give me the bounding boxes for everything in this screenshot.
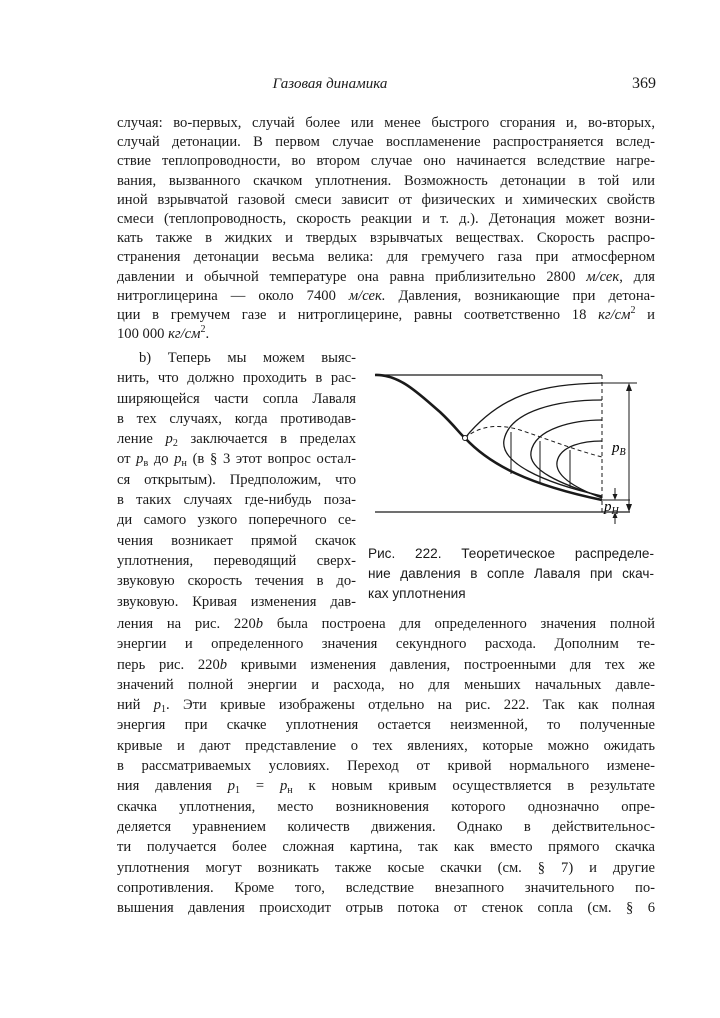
text-segment: заключается в пределах bbox=[177, 431, 356, 448]
shock-curve-2 bbox=[504, 400, 602, 496]
text-segment: ции в гремучем газе и нитроглицерине, равны соответственно 18 bbox=[117, 306, 599, 323]
text-line bbox=[117, 172, 655, 191]
text-line bbox=[117, 614, 655, 634]
text-segment: скачка уплотнения, место возникновения которого однозначно опре- bbox=[117, 798, 655, 815]
caption-line: Рис. 222. Теоретическое распределе- bbox=[368, 546, 654, 561]
text-segment: , для bbox=[619, 268, 656, 285]
running-header-title: Газовая динамика bbox=[272, 76, 388, 92]
text-line bbox=[117, 634, 655, 654]
caption-line: ние давления в сопле Лаваля при скач- bbox=[368, 566, 654, 581]
text-line bbox=[117, 655, 655, 675]
subscript: в bbox=[143, 458, 149, 470]
text-segment: от bbox=[117, 451, 137, 468]
text-line bbox=[117, 776, 655, 796]
text-line bbox=[117, 470, 356, 490]
text-segment: ний bbox=[117, 697, 154, 714]
text-line bbox=[117, 817, 655, 837]
text-segment: перь рис. 220 bbox=[117, 656, 220, 673]
italic-segment: p bbox=[153, 697, 162, 714]
text-segment: в тех случаях, когда противодав- bbox=[117, 410, 356, 427]
text-segment: к новым кривым осуществляется в результате bbox=[292, 778, 656, 795]
paragraph-b-continued bbox=[117, 614, 655, 918]
throat-point bbox=[463, 436, 468, 441]
text-line bbox=[117, 114, 655, 133]
text-line bbox=[117, 797, 655, 817]
subscript: н bbox=[287, 785, 293, 797]
subscript: н bbox=[181, 458, 187, 470]
text-line bbox=[117, 736, 655, 756]
text-segment: ширяющейся части сопла Лаваля bbox=[117, 390, 356, 407]
text-line bbox=[117, 152, 655, 171]
text-line bbox=[117, 592, 356, 612]
text-line bbox=[117, 287, 655, 306]
text-line bbox=[117, 325, 655, 344]
text-line bbox=[117, 133, 655, 152]
italic-segment: м/сек. bbox=[348, 287, 386, 304]
text-segment: . bbox=[205, 326, 210, 343]
text-segment: вания, вызванного скачком уплотнения. Возможность детонации в той или bbox=[117, 172, 655, 189]
text-segment: звуковую. Кривая изменения дав- bbox=[117, 593, 356, 610]
italic-segment: кг/см bbox=[168, 326, 201, 343]
superscript: 2 bbox=[630, 304, 636, 316]
figure-222-pressure-distribution bbox=[365, 360, 655, 540]
arrow-up-icon bbox=[626, 383, 632, 391]
text-segment: нитроглицерина — около 7400 bbox=[117, 287, 349, 304]
italic-segment: м/сек bbox=[586, 268, 620, 285]
paragraph-b-column bbox=[117, 348, 356, 612]
text-segment: деляется уравнением количеств движения. Однако в действительнос- bbox=[117, 818, 655, 835]
text-segment: до bbox=[148, 451, 175, 468]
text-line bbox=[117, 858, 655, 878]
text-segment: = bbox=[240, 778, 280, 795]
superscript: 2 bbox=[200, 324, 206, 336]
text-segment: ление bbox=[117, 431, 166, 448]
text-line bbox=[117, 490, 356, 510]
text-segment: сопротивления. Кроме того, вследствие внезапного значительного по- bbox=[117, 879, 655, 896]
subscript: 2 bbox=[172, 438, 178, 450]
text-line bbox=[117, 429, 356, 449]
text-line bbox=[117, 695, 655, 715]
text-line bbox=[117, 389, 356, 409]
text-segment: Давления, возникающие при детона- bbox=[385, 287, 655, 304]
text-line bbox=[117, 449, 356, 469]
text-segment: ления на рис. 220 bbox=[117, 616, 256, 632]
text-segment: ния давления bbox=[117, 778, 228, 795]
text-line bbox=[117, 878, 655, 898]
page-number: 369 bbox=[632, 75, 656, 92]
text-line bbox=[117, 229, 655, 248]
text-line bbox=[117, 551, 356, 571]
text-segment: кать также в жидких и твердых взрывчатых веществах. Скорость распро- bbox=[117, 230, 655, 247]
shock-curve-3 bbox=[531, 420, 602, 497]
text-segment: энергия при скачке уплотнения остается неизменной, то полученные bbox=[117, 717, 655, 734]
text-segment: кривыми изменения давления, построенными для тех же bbox=[227, 656, 655, 673]
text-segment: случай детонации. В первом случае воспламенение распространяется вслед- bbox=[117, 134, 655, 151]
text-line bbox=[117, 409, 356, 429]
text-segment: в таких случаях где-нибудь поза- bbox=[117, 492, 356, 509]
italic-segment: p bbox=[165, 431, 173, 448]
text-segment: иной взрывчатой газовой смеси зависит от физических и химических свойств bbox=[117, 191, 655, 208]
text-line bbox=[117, 210, 655, 229]
text-segment: энергии и определенного значения секундного расхода. Дополним те- bbox=[117, 636, 655, 653]
text-segment: ствие теплопроводности, во втором случае оно начинается вследствие нагре- bbox=[117, 153, 655, 170]
text-line bbox=[117, 675, 655, 695]
text-line bbox=[117, 837, 655, 857]
text-segment: была построена для определенного значения полной bbox=[263, 616, 655, 632]
text-line bbox=[117, 248, 655, 267]
label-pH: $p_H$ bbox=[604, 499, 619, 517]
italic-segment: b bbox=[255, 616, 264, 632]
text-segment: ся открытым). Предположим, что bbox=[117, 471, 356, 488]
label-pB: $p_B$ bbox=[612, 440, 626, 458]
text-segment: уплотнения могут возникать также косые скачки (см. § 7) и другие bbox=[117, 859, 655, 876]
italic-segment: p bbox=[280, 778, 288, 795]
text-segment: ти получается более сложная картина, так как вместо прямого скачка bbox=[117, 839, 655, 856]
text-line bbox=[117, 571, 356, 591]
text-segment: смеси (теплопроводность, скорость реакции и т. д.). Детонация может возни- bbox=[117, 210, 655, 227]
text-line bbox=[117, 898, 655, 918]
figure-caption bbox=[368, 544, 654, 604]
text-line bbox=[117, 348, 356, 368]
text-line bbox=[117, 191, 655, 210]
italic-segment: p bbox=[174, 451, 182, 468]
text-segment: случая: во-первых, случай более или менее быстрого сгорания и, во-вторых, bbox=[117, 115, 655, 131]
text-segment: чения возникает прямой скачок bbox=[117, 532, 356, 549]
text-line bbox=[117, 368, 356, 388]
arrow-down-icon bbox=[613, 494, 618, 500]
text-segment: странения детонации весьма велика: для гремучего газа при атмосферном bbox=[117, 249, 655, 266]
text-line bbox=[117, 268, 655, 287]
text-segment: нить, что должно проходить в рас- bbox=[117, 370, 356, 387]
text-segment: в рассматриваемых условиях. Переход от кривой нормального измене- bbox=[117, 758, 655, 775]
text-line bbox=[117, 531, 356, 551]
text-line bbox=[117, 756, 655, 776]
caption-line: ках уплотнения bbox=[368, 586, 466, 601]
text-segment: ди самого узкого поперечного се- bbox=[117, 512, 356, 529]
text-segment: кривые и дают представление о тех явлениях, которые можно ожидать bbox=[117, 737, 655, 754]
text-segment: и bbox=[635, 306, 655, 323]
italic-segment: b bbox=[219, 656, 228, 673]
italic-segment: p bbox=[227, 778, 236, 795]
text-line bbox=[117, 510, 356, 530]
text-line bbox=[117, 715, 655, 735]
text-segment: 100 000 bbox=[117, 326, 169, 343]
text-segment: . Эти кривые изображены отдельно на рис. 222. Так как полная bbox=[166, 697, 655, 714]
text-segment: значений полной энергии и расхода, но для меньших начальных давле- bbox=[117, 676, 655, 693]
subscript: 1 bbox=[161, 704, 167, 716]
text-segment: давлении и обычной температуре она равна приблизительно 2800 bbox=[117, 268, 587, 285]
text-segment: уплотнения, переводящий сверх- bbox=[117, 552, 356, 569]
paragraph-detonation bbox=[117, 114, 655, 344]
subscript: 1 bbox=[235, 785, 241, 797]
italic-segment: кг/см bbox=[598, 306, 631, 323]
italic-segment: p bbox=[136, 451, 144, 468]
text-segment: (в § 3 этот вопрос остал- bbox=[186, 451, 356, 468]
arrow-down-icon bbox=[626, 504, 632, 512]
text-line bbox=[117, 306, 655, 325]
text-segment: вышения давления происходит отрыв потока от стенок сопла (см. § 6 bbox=[117, 900, 655, 917]
text-segment: звуковую скорость течения в до- bbox=[117, 573, 356, 590]
text-segment: b) Теперь мы можем выяс- bbox=[139, 350, 356, 366]
shock-locus-dashed-curve bbox=[465, 426, 602, 457]
